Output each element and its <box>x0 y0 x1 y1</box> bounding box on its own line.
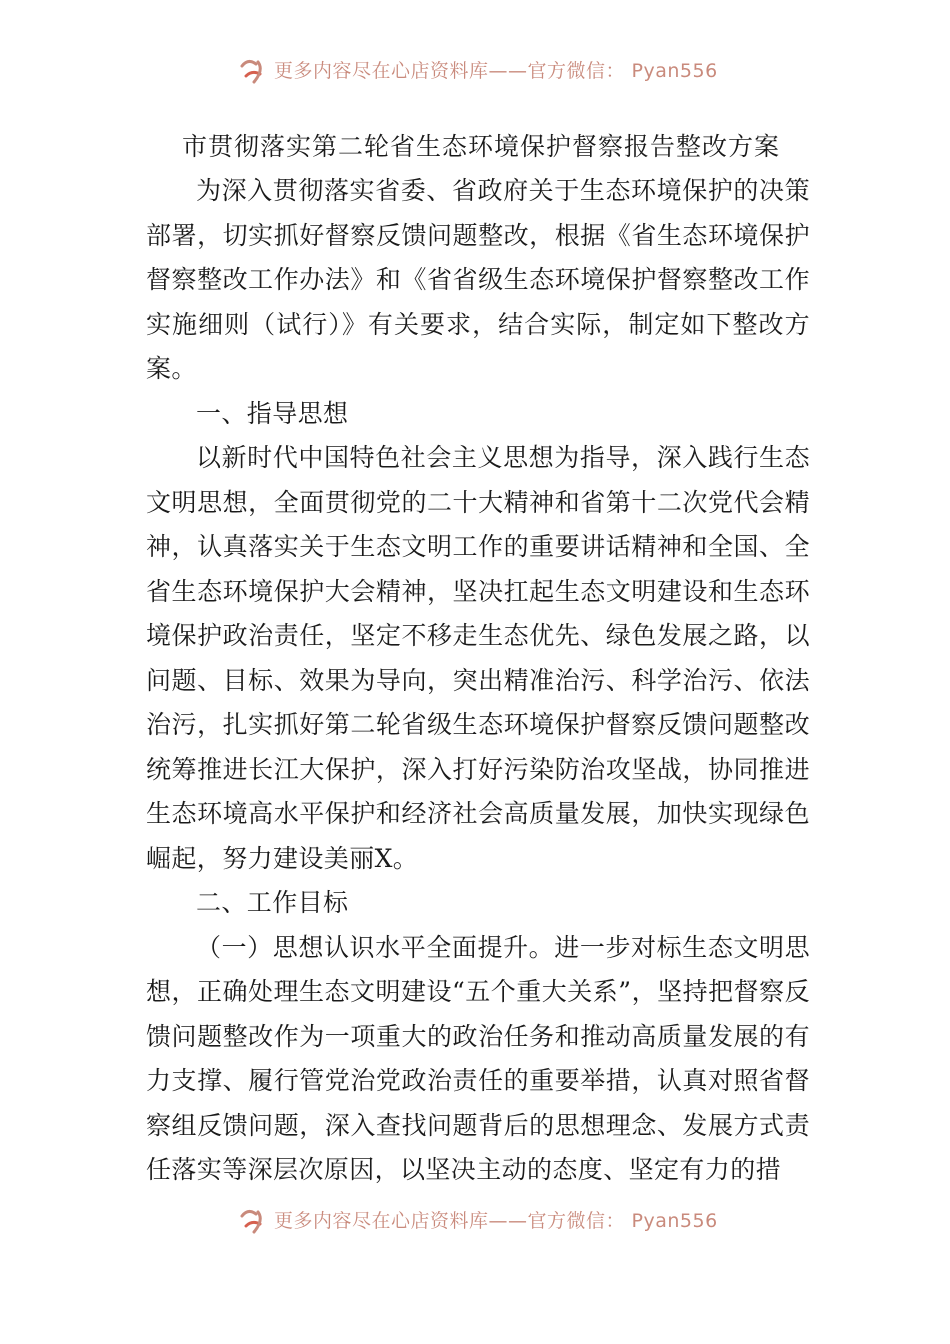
section-heading-work-goals: 二、工作目标 <box>196 888 349 917</box>
paragraph-work-goals-1: （一）思想认识水平全面提升。进一步对标生态文明思想，正确处理生态文明建设“五个重大关系”，坚持把督察反馈问题整改作为一项重大的政治任务和推动高质量发展的有力支撑、履行管党治党政治责任的重要举措，认真对照省督察组反馈问题，深入查找问题背后的思想理念、发展方式责任落实等深层次原因，以坚决主动的态度、坚定有力的措 <box>146 932 810 1184</box>
watermark-banner-bottom <box>238 1206 718 1236</box>
document-body <box>146 125 810 1193</box>
logo-icon <box>238 1206 268 1236</box>
watermark-text: 更多内容尽在心店资料库——官方微信： Pyan556 <box>274 1210 718 1232</box>
watermark-text: 更多内容尽在心店资料库——官方微信： Pyan556 <box>274 60 718 82</box>
logo-icon <box>238 56 268 86</box>
paragraph-intro: 为深入贯彻落实省委、省政府关于生态环境保护的决策部署，切实抓好督察反馈问题整改，根据《省生态环境保护督察整改工作办法》和《省省级生态环境保护督察整改工作实施细则（试行）》有关要求，结合实际，制定如下整改方案。 <box>146 176 810 383</box>
paragraph-guiding-ideology: 以新时代中国特色社会主义思想为指导，深入践行生态文明思想，全面贯彻党的二十大精神和省第十二次党代会精神，认真落实关于生态文明工作的重要讲话精神和全国、全省生态环境保护大会精神，坚决扛起生态文明建设和生态环境保护政治责任，坚定不移走生态优先、绿色发展之路，以问题、目标、效果为导向，突出精准治污、科学治污、依法治污，扎实抓好第二轮省级生态环境保护督察反馈问题整改统筹推进长江大保护，深入打好污染防治攻坚战，协同推进生态环境高水平保护和经济社会高质量发展，加快实现绿色崛起，努力建设美丽X。 <box>146 443 810 873</box>
watermark-banner-top <box>238 56 718 86</box>
section-heading-guiding-ideology: 一、指导思想 <box>196 398 349 428</box>
document-title: 市贯彻落实第二轮省生态环境保护督察报告整改方案 <box>182 132 781 161</box>
